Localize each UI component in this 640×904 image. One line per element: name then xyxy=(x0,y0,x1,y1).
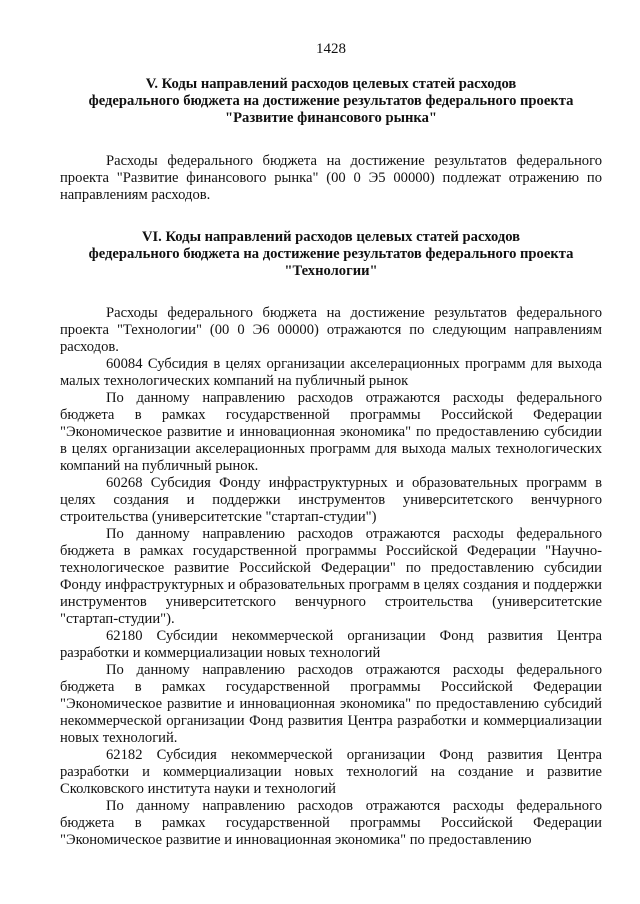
expense-code-60268-description: По данному направлению расходов отражаются расходы федерального бюджета в рамках государственной программы Российской Федерации "Научно-технологическое развитие Российской Федерации" по предоставлению субсидии Фонду инфраструктурных и образовательных программ в целях создания и поддержки инструментов университетского венчурного строительства (университетские "стартап-студии"). xyxy=(60,526,602,627)
expense-code-62182-description: По данному направлению расходов отражаются расходы федерального бюджета в рамках государственной программы Российской Федерации "Экономическое развитие и инновационная экономика" по предоставлению xyxy=(60,798,602,848)
section-6-heading-line: "Технологии" xyxy=(284,263,378,279)
document-page xyxy=(60,40,602,849)
expense-code-60084-description: По данному направлению расходов отражаются расходы федерального бюджета в рамках государственной программы Российской Федерации "Экономическое развитие и инновационная экономика" по предоставлению субсидии в целях организации акселерационных программ для выхода малых технологических компаний на публичный рынок. xyxy=(60,390,602,474)
expense-code-62180-description: По данному направлению расходов отражаются расходы федерального бюджета в рамках государственной программы Российской Федерации "Экономическое развитие и инновационная экономика" по предоставлению субсидий некоммерческой организации Фонд развития Центра разработки и коммерциализации новых технологий. xyxy=(60,662,602,746)
section-5-heading-line: "Развитие финансового рынка" xyxy=(225,110,437,126)
expense-code-62182-title: 62182 Субсидия некоммерческой организации Фонд развития Центра разработки и коммерциализации новых технологий на создание и развитие Сколковского института науки и технологий xyxy=(60,747,602,797)
section-5-heading-line: V. Коды направлений расходов целевых статей расходов xyxy=(145,76,517,92)
expense-code-62180-title: 62180 Субсидии некоммерческой организации Фонд развития Центра разработки и коммерциализации новых технологий xyxy=(60,628,602,661)
expense-code-60084-title: 60084 Субсидия в целях организации акселерационных программ для выхода малых технологических компаний на публичный рынок xyxy=(60,356,602,389)
page-number: 1428 xyxy=(316,41,346,57)
section-6-intro-paragraph: Расходы федерального бюджета на достижение результатов федерального проекта "Технологии" (00 0 Э6 00000) отражаются по следующим направлениям расходов. xyxy=(60,305,602,355)
section-6-heading-line: федерального бюджета на достижение результатов федерального проекта xyxy=(88,246,574,262)
section-5-heading-line: федерального бюджета на достижение результатов федерального проекта xyxy=(88,93,574,109)
expense-code-60268-title: 60268 Субсидия Фонду инфраструктурных и образовательных программ в целях создания и поддержки инструментов университетского венчурного строительства (университетские "стартап-студии") xyxy=(60,475,602,525)
section-5-paragraph: Расходы федерального бюджета на достижение результатов федерального проекта "Развитие финансового рынка" (00 0 Э5 00000) подлежат отражению по направлениям расходов. xyxy=(60,153,602,203)
section-5-heading xyxy=(60,76,602,127)
section-6-heading-line: VI. Коды направлений расходов целевых статей расходов xyxy=(141,229,521,245)
section-6-heading xyxy=(60,229,602,280)
